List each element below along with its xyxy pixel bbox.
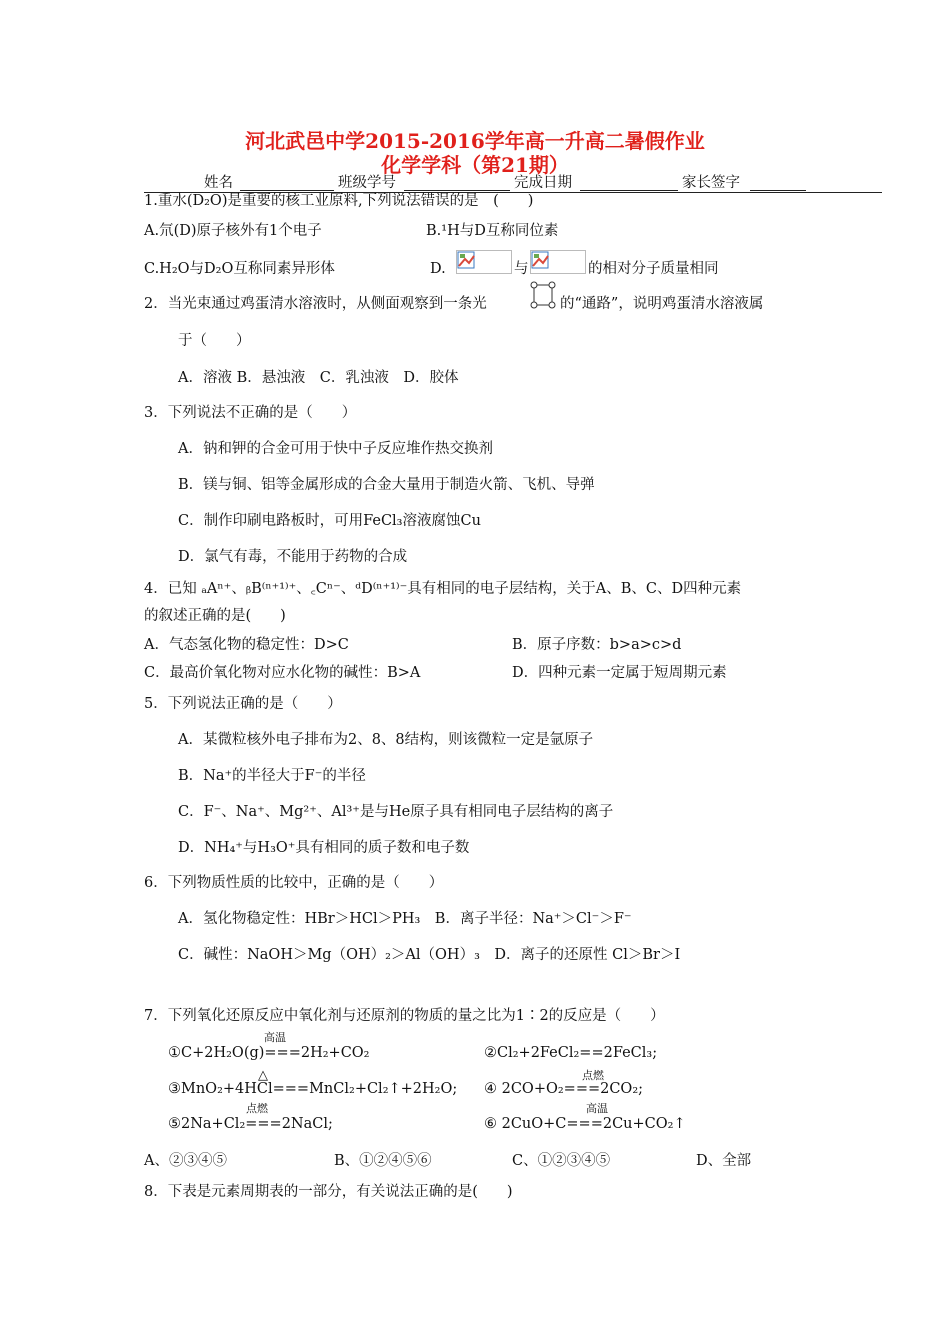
q5-option-b: B．Na⁺的半径大于F⁻的半径 (178, 768, 366, 784)
date-label: 完成日期 (514, 175, 572, 191)
broken-image-icon (530, 250, 586, 274)
q7-stem: 7．下列氧化还原反应中氧化剂与还原剂的物质的量之比为1∶2的反应是（ ） (144, 1008, 665, 1024)
q5-option-c: C．F⁻、Na⁺、Mg²⁺、Al³⁺是与He原子具有相同电子层结构的离子 (178, 804, 614, 820)
q7-r3-condition: △ (258, 1068, 268, 1083)
q1-option-d-suffix: 的相对分子质量相同 (588, 261, 719, 277)
q7-reaction-5: ⑤2Na+Cl₂===2NaCl; (168, 1116, 333, 1132)
q1-stem: 1.重水(D₂O)是重要的核工业原料,下列说法错误的是 ( ) (144, 193, 534, 209)
q7-r4-condition: 点燃 (582, 1069, 604, 1082)
q7-reaction-3: ③MnO₂+4HCl===MnCl₂+Cl₂↑+2H₂O; (168, 1081, 458, 1097)
document-title: 河北武邑中学2015-2016学年高一升高二暑假作业 (245, 129, 705, 153)
q4-option-a: A．气态氢化物的稳定性：D>C (144, 637, 349, 653)
class-label: 班级学号 (338, 175, 396, 191)
q1-option-d-prefix: D. (430, 261, 446, 277)
q6-stem: 6．下列物质性质的比较中，正确的是（ ） (144, 875, 444, 891)
q3-option-d: D．氯气有毒，不能用于药物的合成 (178, 549, 408, 565)
q1-option-c: C.H₂O与D₂O互称同素异形体 (144, 261, 335, 277)
q7-reaction-2: ②Cl₂+2FeCl₂==2FeCl₃; (484, 1045, 658, 1061)
q7-option-b: B、①②④⑤⑥ (334, 1153, 432, 1169)
ring-structure-icon (528, 280, 558, 310)
q3-stem: 3．下列说法不正确的是（ ） (144, 405, 357, 421)
q5-stem: 5．下列说法正确的是（ ） (144, 696, 342, 712)
date-blank[interactable] (580, 190, 678, 191)
name-blank[interactable] (240, 190, 334, 191)
q7-reaction-1: ①C+2H₂O(g)===2H₂+CO₂ (168, 1045, 370, 1061)
q7-r5-condition: 点燃 (246, 1102, 268, 1115)
q4-option-c: C．最高价氧化物对应水化物的碱性：B>A (144, 665, 421, 681)
q2-stem-c: 于（ ） (178, 333, 251, 349)
q7-r1-condition: 高温 (264, 1031, 286, 1044)
document-subtitle: 化学学科（第21期） (381, 153, 569, 177)
q3-option-a: A．钠和钾的合金可用于快中子反应堆作热交换剂 (178, 441, 493, 457)
q7-option-d: D、全部 (696, 1153, 752, 1169)
q6-options-ab: A．氢化物稳定性：HBr＞HCl＞PH₃ B．离子半径：Na⁺＞Cl⁻＞F⁻ (178, 911, 632, 927)
name-label: 姓名 (204, 175, 233, 191)
broken-image-icon (456, 250, 512, 274)
class-blank[interactable] (404, 190, 510, 191)
q6-options-cd: C．碱性：NaOH＞Mg（OH）₂＞Al（OH）₃ D．离子的还原性 Cl＞Br＞I (178, 947, 681, 963)
sign-blank[interactable] (750, 190, 806, 191)
q4-stem-a: 4．已知 ₐAⁿ⁺、ᵦB⁽ⁿ⁺¹⁾⁺、꜀Cⁿ⁻、ᵈD⁽ⁿ⁺¹⁾⁻具有相同的电子层结构，关于A、B、C、D四种元素 (144, 581, 742, 597)
q1-option-d-mid: 与 (514, 261, 529, 277)
sign-label: 家长签字 (682, 175, 740, 191)
q5-option-d: D．NH₄⁺与H₃O⁺具有相同的质子数和电子数 (178, 840, 470, 856)
q4-option-d: D．四种元素一定属于短周期元素 (512, 665, 727, 681)
q1-option-b: B.¹H与D互称同位素 (426, 223, 559, 239)
q8-stem: 8．下表是元素周期表的一部分，有关说法正确的是( ) (144, 1184, 513, 1200)
q7-reaction-6: ⑥ 2CuO+C===2Cu+CO₂↑ (484, 1116, 686, 1132)
q4-option-b: B．原子序数：b>a>c>d (512, 637, 682, 653)
q2-stem-a: 2．当光束通过鸡蛋清水溶液时，从侧面观察到一条光 (144, 296, 487, 312)
q7-option-c: C、①②③④⑤ (512, 1153, 611, 1169)
q4-stem-b: 的叙述正确的是( ) (144, 608, 286, 624)
q7-reaction-4: ④ 2CO+O₂===2CO₂; (484, 1081, 644, 1097)
q2-stem-b: 的“通路”，说明鸡蛋清水溶液属 (560, 296, 764, 312)
q7-r6-condition: 高温 (586, 1102, 608, 1115)
q3-option-b: B．镁与铜、铝等金属形成的合金大量用于制造火箭、飞机、导弹 (178, 477, 595, 493)
q5-option-a: A．某微粒核外电子排布为2、8、8结构，则该微粒一定是氩原子 (178, 732, 594, 748)
q7-option-a: A、②③④⑤ (144, 1153, 227, 1169)
q3-option-c: C．制作印刷电路板时，可用FeCl₃溶液腐蚀Cu (178, 513, 481, 529)
q1-option-a: A.氘(D)原子核外有1个电子 (144, 223, 322, 239)
q2-options: A．溶液 B．悬浊液 C．乳浊液 D．胶体 (178, 370, 459, 386)
